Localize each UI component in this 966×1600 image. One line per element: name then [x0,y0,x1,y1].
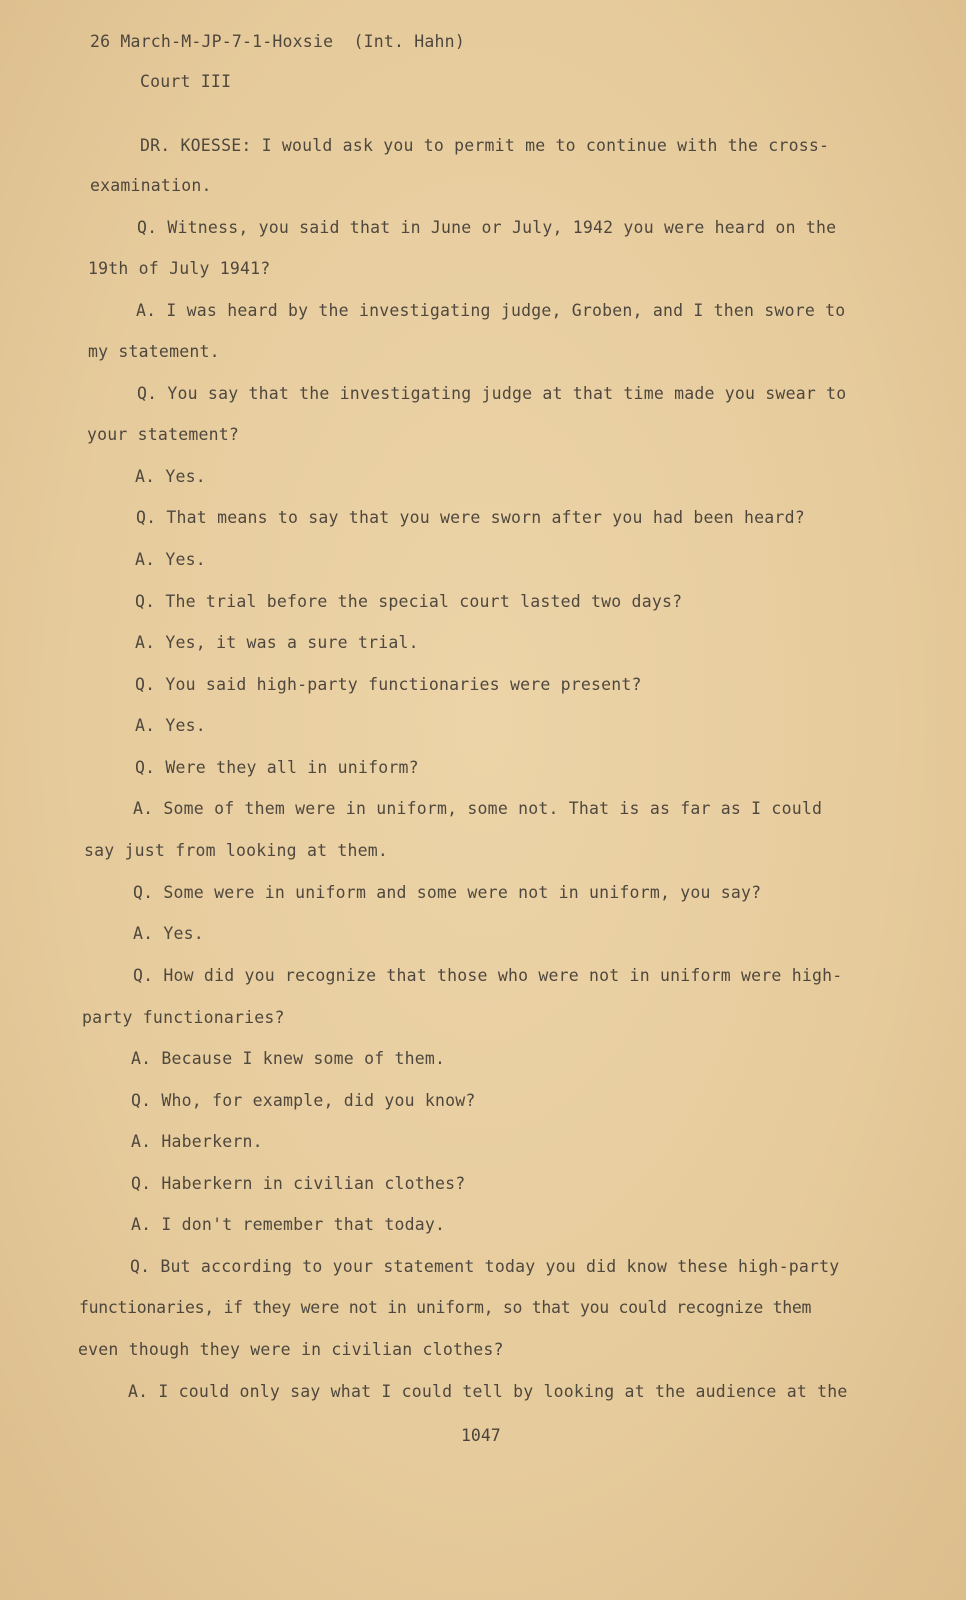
transcript-line: your statement? [87,425,240,444]
transcript-line: Q. Who, for example, did you know? [131,1091,476,1110]
transcript-line: Q. Witness, you said that in June or July, 1942 you were heard on the [137,218,837,237]
transcript-line: A. Yes. [135,716,206,735]
transcript-line: Q. You say that the investigating judge at that time made you swear to [137,384,847,403]
transcript-line: Q. Were they all in uniform? [135,758,419,777]
transcript-line: Q. Some were in uniform and some were not in uniform, you say? [133,883,762,902]
transcript-line: Q. You said high-party functionaries were present? [135,675,642,694]
transcript-line: A. I was heard by the investigating judge, Groben, and I then swore to [136,301,846,320]
transcript-line: A. Yes, it was a sure trial. [135,633,419,652]
transcript-line: A. I could only say what I could tell by looking at the audience at the [128,1382,848,1401]
transcript-line: A. Yes. [133,924,204,943]
transcript-line: A. Some of them were in uniform, some not. That is as far as I could [133,799,823,818]
transcript-line: 19th of July 1941? [88,259,271,278]
transcript-line: A. Yes. [135,550,206,569]
transcript-line: A. Yes. [135,467,206,486]
court-label: Court III [140,72,232,91]
transcript-line: A. Haberkern. [131,1132,263,1151]
transcript-line: Q. How did you recognize that those who were not in uniform were high- [133,966,843,985]
transcript-line: Q. The trial before the special court lasted two days? [135,592,683,611]
transcript-line: DR. KOESSE: I would ask you to permit me to continue with the cross- [140,136,830,155]
transcript-line: A. I don't remember that today. [131,1215,446,1234]
transcript-line: party functionaries? [82,1008,285,1027]
transcript-line: even though they were in civilian clothes? [78,1340,504,1359]
transcript-line: my statement. [88,342,220,361]
transcript-line: examination. [90,176,212,195]
document-header: 26 March-M-JP-7-1-Hoxsie (Int. Hahn) [90,32,465,51]
transcript-line: Q. Haberkern in civilian clothes? [131,1174,466,1193]
transcript-line: Q. That means to say that you were sworn after you had been heard? [136,508,805,527]
page-number: 1047 [461,1426,501,1445]
transcript-line: Q. But according to your statement today you did know these high-party [130,1257,840,1276]
transcript-line: A. Because I knew some of them. [131,1049,446,1068]
transcript-line: functionaries, if they were not in uniform, so that you could recognize them [79,1298,812,1317]
transcript-line: say just from looking at them. [84,841,389,860]
